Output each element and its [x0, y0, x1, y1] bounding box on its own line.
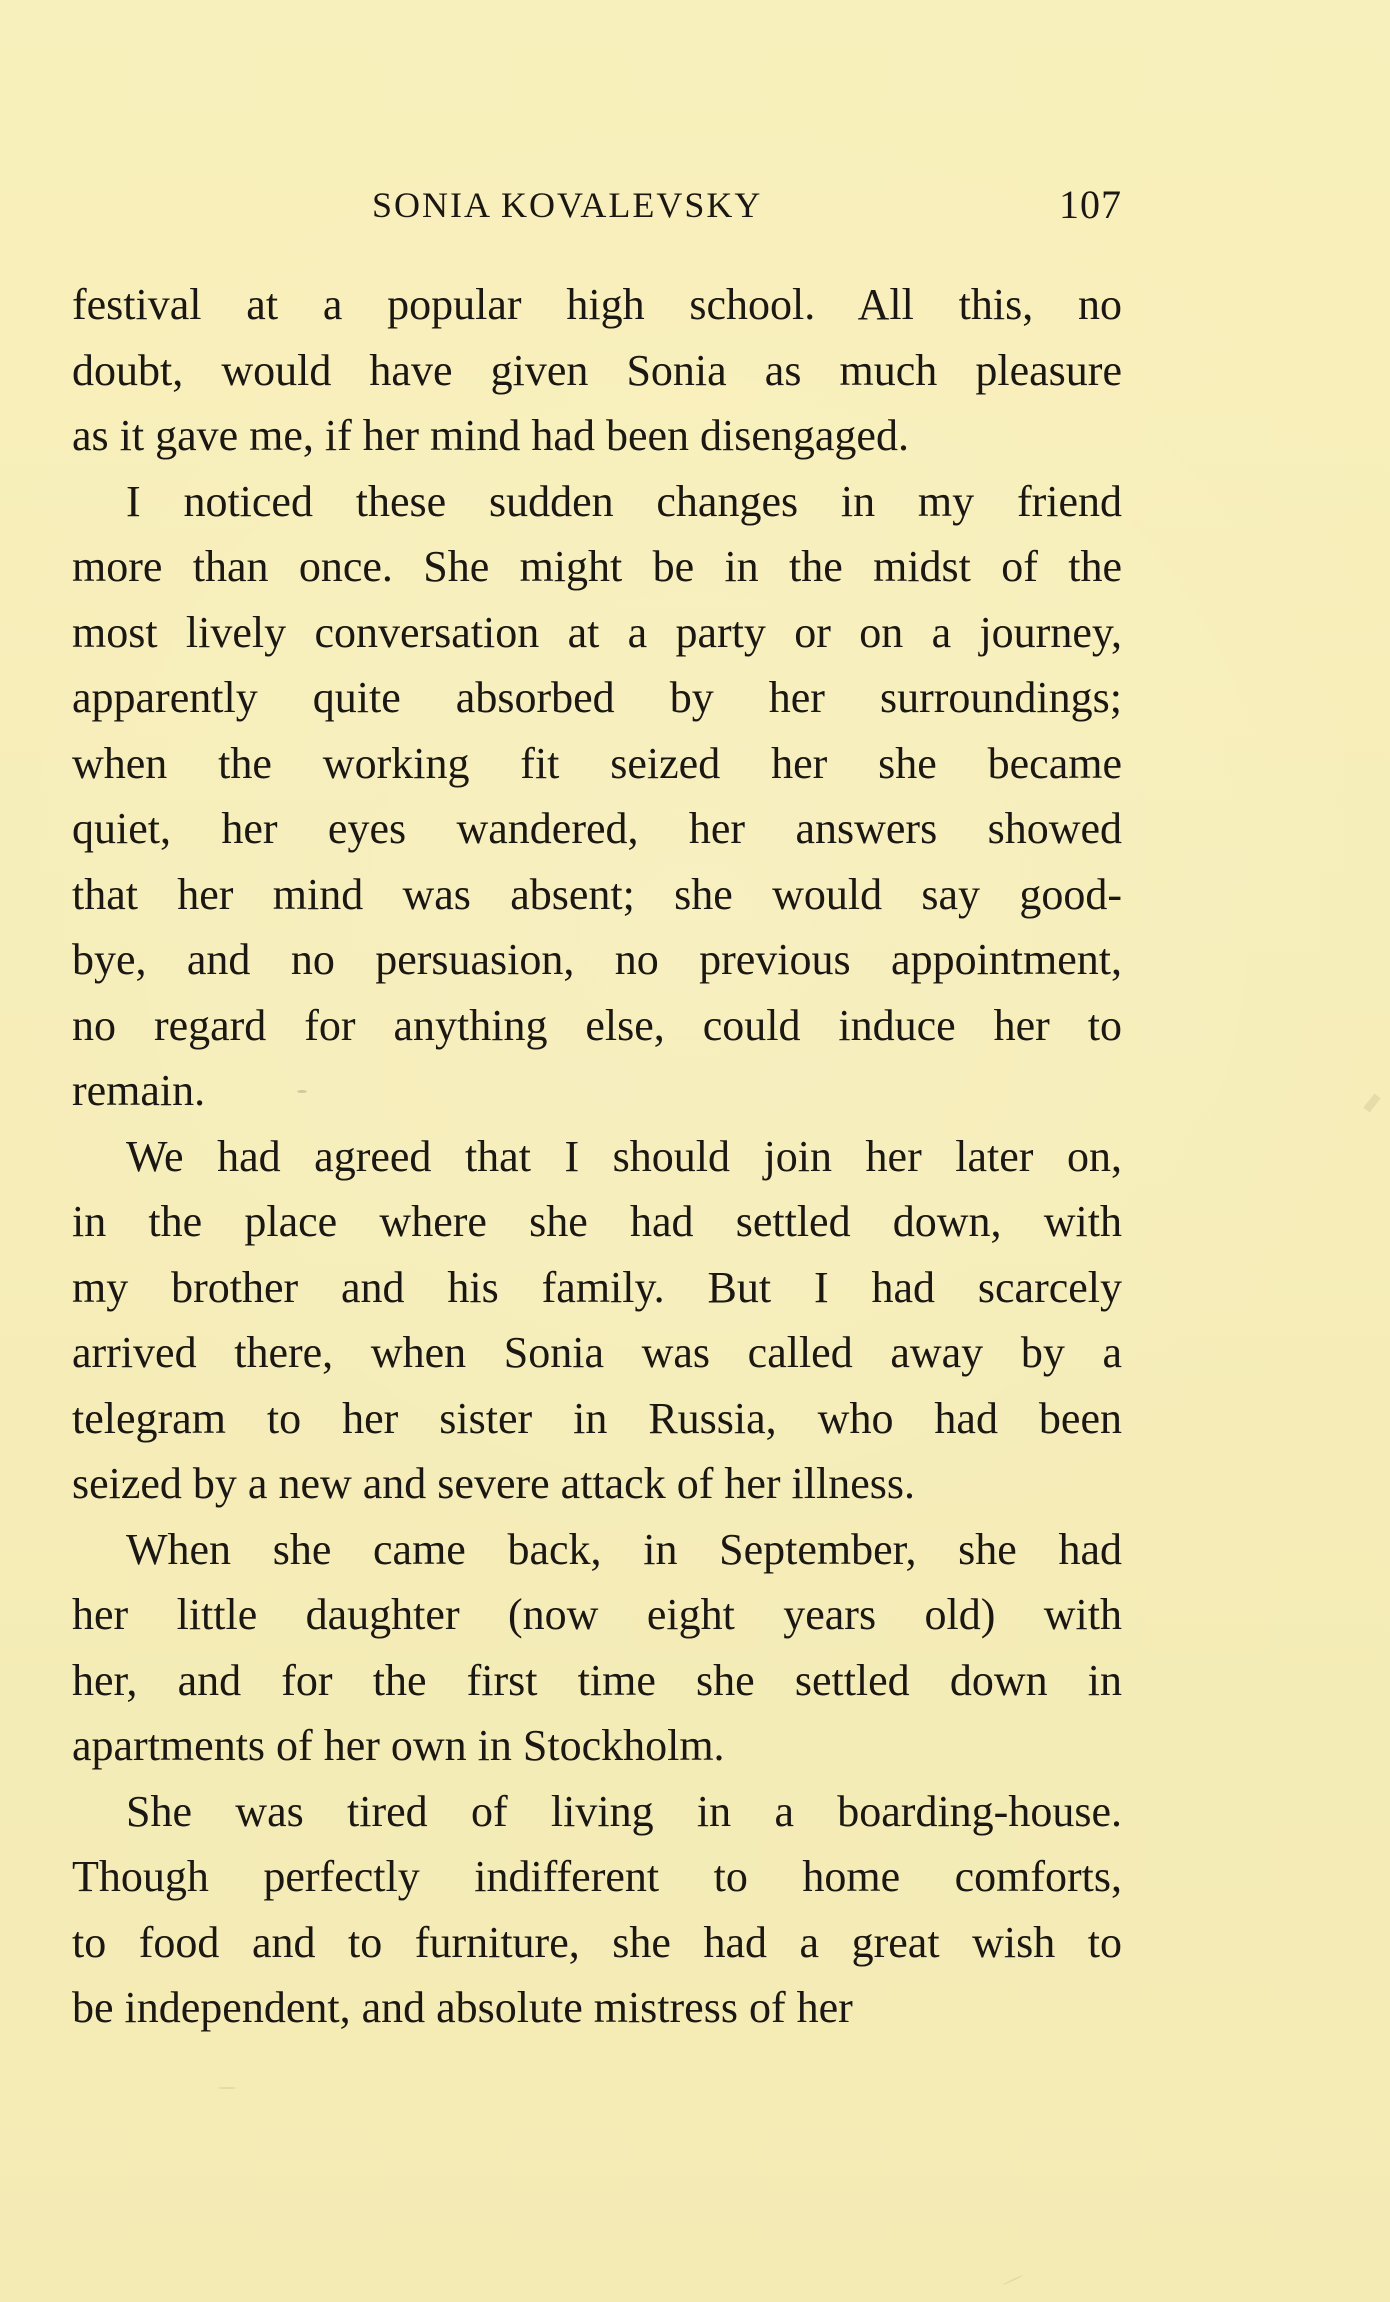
running-head: SONIA KOVALEVSKY — [372, 185, 763, 225]
paper-speck — [297, 1090, 307, 1093]
text-line: I noticed these sudden changes in my friend — [126, 476, 1122, 526]
text-line: when the working fit seized her she became — [72, 738, 1122, 788]
page-number: 107 — [1059, 182, 1122, 227]
text-line: to food and to furniture, she had a great wish to — [72, 1917, 1122, 1967]
text-line: We had agreed that I should join her later on, — [126, 1131, 1122, 1181]
text-line: Though perfectly indifferent to home comforts, — [72, 1852, 1122, 1901]
text-line: festival at a popular high school. All this, no — [72, 280, 1122, 329]
text-line: telegram to her sister in Russia, who had been — [72, 1393, 1122, 1443]
text-line: no regard for anything else, could induce her to — [72, 1000, 1122, 1050]
text-line: more than once. She might be in the midst of the — [72, 542, 1122, 591]
text-line: be independent, and absolute mistress of her — [72, 1983, 853, 2032]
text-line: arrived there, when Sonia was called away by a — [72, 1328, 1122, 1377]
text-line: She was tired of living in a boarding-house. — [126, 1786, 1122, 1836]
text-line: that her mind was absent; she would say good- — [72, 869, 1122, 919]
body-text — [72, 272, 1122, 2041]
text-line: apparently quite absorbed by her surroundings; — [72, 673, 1122, 722]
text-line: her, and for the first time she settled down in — [72, 1655, 1122, 1705]
text-line: quiet, her eyes wandered, her answers showed — [72, 804, 1122, 853]
text-line: my brother and his family. But I had scarcely — [72, 1262, 1122, 1312]
text-line: doubt, would have given Sonia as much pleasure — [72, 345, 1122, 395]
text-line: apartments of her own in Stockholm. — [72, 1721, 725, 1770]
text-line: remain. — [72, 1066, 206, 1115]
text-line: in the place where she had settled down, with — [72, 1197, 1122, 1246]
text-line: her little daughter (now eight years old) with — [72, 1590, 1122, 1639]
text-line: seized by a new and severe attack of her illness. — [72, 1459, 915, 1508]
text-line: most lively conversation at a party or on a journey, — [72, 607, 1122, 657]
paper-speck — [1003, 2274, 1024, 2285]
paper-speck — [1363, 1093, 1380, 1112]
text-line: as it gave me, if her mind had been disengaged. — [72, 411, 909, 460]
paper-speck — [218, 2087, 236, 2089]
text-line: bye, and no persuasion, no previous appointment, — [72, 935, 1122, 984]
page-header — [72, 178, 1122, 248]
text-line: When she came back, in September, she had — [126, 1524, 1122, 1574]
